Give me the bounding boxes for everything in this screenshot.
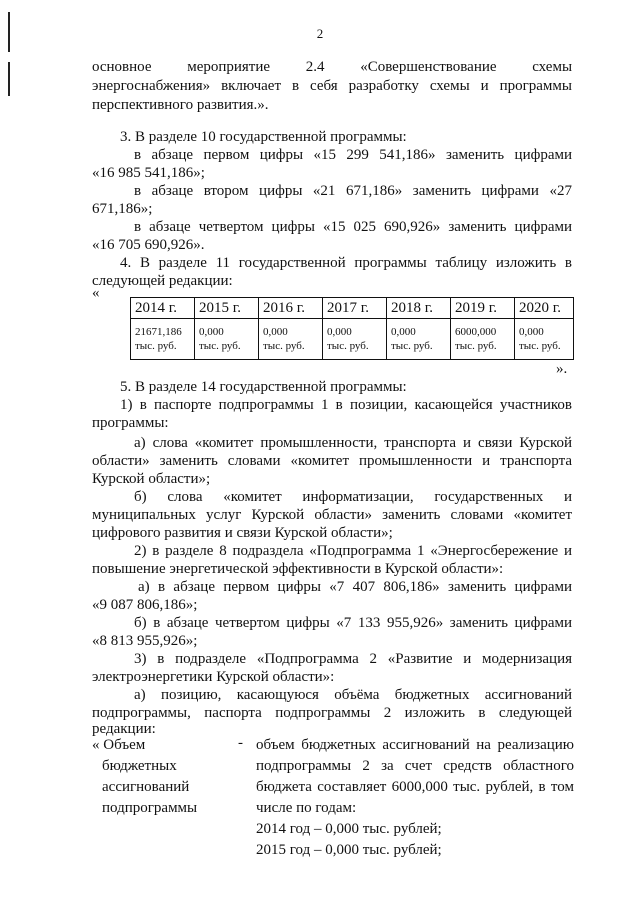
paragraph-line: «8 813 955,926»;: [92, 633, 198, 649]
word: слова: [167, 489, 203, 505]
paragraph-line: в абзаце втором цифры «21 671,186» заменить цифрами «27: [134, 183, 572, 199]
table-cell: [515, 319, 574, 360]
paragraph-line: в абзаце первом цифры «15 299 541,186» заменить цифрами: [134, 147, 572, 163]
paragraph-line: а) в абзаце первом цифры «7 407 806,186» заменить цифрами: [138, 579, 572, 595]
close-quote: ».: [556, 361, 568, 377]
paragraph-line: «9 087 806,186»;: [92, 597, 198, 613]
passport-line: числе по годам:: [256, 800, 357, 816]
paragraph-line: [92, 58, 572, 76]
passport-year-line: 2014 год – 0,000 тыс. рублей;: [256, 821, 442, 837]
cell-value: 6000,000: [455, 326, 497, 338]
word: объёма: [334, 687, 380, 703]
paragraph-line: следующей редакции:: [92, 273, 233, 289]
paragraph-line: 671,186»;: [92, 201, 153, 217]
word: схемы: [532, 59, 573, 75]
word: позицию,: [160, 687, 222, 703]
passport-year-line: 2015 год – 0,000 тыс. рублей;: [256, 842, 442, 858]
word: а): [134, 687, 146, 703]
passport-line: бюджета составляет 6000,000 тыс. рублей, в том: [256, 779, 574, 795]
cell-value: 0,000: [263, 326, 288, 338]
cell-unit: тыс. руб.: [199, 340, 241, 352]
paragraph-line: 2) в разделе 8 подраздела «Подпрограмма 1 «Энергосбережение и: [134, 543, 572, 559]
paragraph-line: муниципальных услуг Курской области» заменить словами «комитет: [92, 507, 572, 523]
word: информатизации,: [302, 489, 414, 505]
margin-mark: [8, 62, 10, 96]
page-number: 2: [316, 26, 324, 41]
paragraph-line: [134, 488, 572, 506]
cell-value: 21671,186: [135, 326, 182, 338]
paragraph-line: повышение энергетической эффективности в Курской области»:: [92, 561, 504, 577]
word: и: [563, 489, 573, 505]
passport-line: подпрограммы 2 за счет средств областного: [256, 758, 574, 774]
cell-unit: тыс. руб.: [135, 340, 177, 352]
table-header-cell: 2014 г.: [131, 298, 195, 319]
cell-value: 0,000: [391, 326, 416, 338]
paragraph-line: «16 705 690,926».: [92, 237, 205, 253]
table-cell: [451, 319, 515, 360]
cell-value: 0,000: [199, 326, 224, 338]
passport-label-line: « Объем: [92, 737, 146, 753]
table-header-cell: 2017 г.: [323, 298, 387, 319]
paragraph-line: подпрограммы, паспорта подпрограммы 2 изложить в следующей: [92, 705, 572, 721]
paragraph-line: энергоснабжения» включает в себя разработку схемы и программы: [92, 78, 572, 94]
paragraph-line: 3) в подразделе «Подпрограмма 2 «Развитие и модернизация: [134, 651, 572, 667]
word: «комитет: [223, 489, 282, 505]
cell-unit: тыс. руб.: [327, 340, 369, 352]
section-heading: 5. В разделе 14 государственной программы:: [120, 379, 407, 395]
word: государственных: [434, 489, 544, 505]
table-header-row: [131, 298, 574, 319]
cell-unit: тыс. руб.: [455, 340, 497, 352]
cell-value: 0,000: [519, 326, 544, 338]
cell-unit: тыс. руб.: [391, 340, 433, 352]
table-header-cell: 2019 г.: [451, 298, 515, 319]
word: мероприятие: [187, 59, 271, 75]
word: основное: [92, 59, 152, 75]
cell-unit: тыс. руб.: [263, 340, 305, 352]
section-heading: 4. В разделе 11 государственной программы таблицу изложить в: [120, 255, 572, 271]
word: 2.4: [305, 59, 325, 75]
table-cell: [259, 319, 323, 360]
word: «Совершенствование: [360, 59, 497, 75]
paragraph-line: программы:: [92, 415, 169, 431]
cell-unit: тыс. руб.: [519, 340, 561, 352]
paragraph-line: редакции:: [92, 721, 156, 737]
section-heading: 3. В разделе 10 государственной программы:: [120, 129, 407, 145]
passport-line: объем бюджетных ассигнований на реализацию: [256, 737, 574, 753]
paragraph-line: а) слова «комитет промышленности, транспорта и связи Курской: [134, 435, 572, 451]
paragraph-line: Курской области»;: [92, 471, 211, 487]
table-header-cell: 2018 г.: [387, 298, 451, 319]
paragraph-line: 1) в паспорте подпрограммы 1 в позиции, касающейся участников: [120, 397, 572, 413]
paragraph-line: перспективного развития.».: [92, 97, 269, 113]
cell-value: 0,000: [327, 326, 352, 338]
table-header-cell: 2020 г.: [515, 298, 574, 319]
paragraph-line: в абзаце четвертом цифры «15 025 690,926» заменить цифрами: [134, 219, 572, 235]
word: б): [134, 489, 147, 505]
word: ассигнований: [484, 687, 573, 703]
paragraph-line: «16 985 541,186»;: [92, 165, 205, 181]
passport-label-line: ассигнований: [102, 779, 190, 795]
word: бюджетных: [394, 687, 470, 703]
paragraph-line: [134, 686, 572, 704]
passport-dash: -: [238, 735, 243, 751]
table-row: [131, 319, 574, 360]
open-quote: «: [92, 285, 100, 301]
paragraph-line: области» заменить словами «комитет промышленности и транспорта: [92, 453, 572, 469]
table-cell: [387, 319, 451, 360]
table-cell: [195, 319, 259, 360]
paragraph-line: б) в абзаце четвертом цифры «7 133 955,926» заменить цифрами: [134, 615, 572, 631]
paragraph-line: цифрового развития и связи Курской области»;: [92, 525, 393, 541]
passport-label-line: подпрограммы: [102, 800, 198, 816]
table-header-cell: 2016 г.: [259, 298, 323, 319]
table-cell: [131, 319, 195, 360]
table-cell: [323, 319, 387, 360]
table-header-cell: 2015 г.: [195, 298, 259, 319]
paragraph-line: электроэнергетики Курской области»:: [92, 669, 335, 685]
funding-table: [130, 297, 574, 360]
passport-label-line: бюджетных: [102, 758, 177, 774]
word: касающуюся: [236, 687, 319, 703]
